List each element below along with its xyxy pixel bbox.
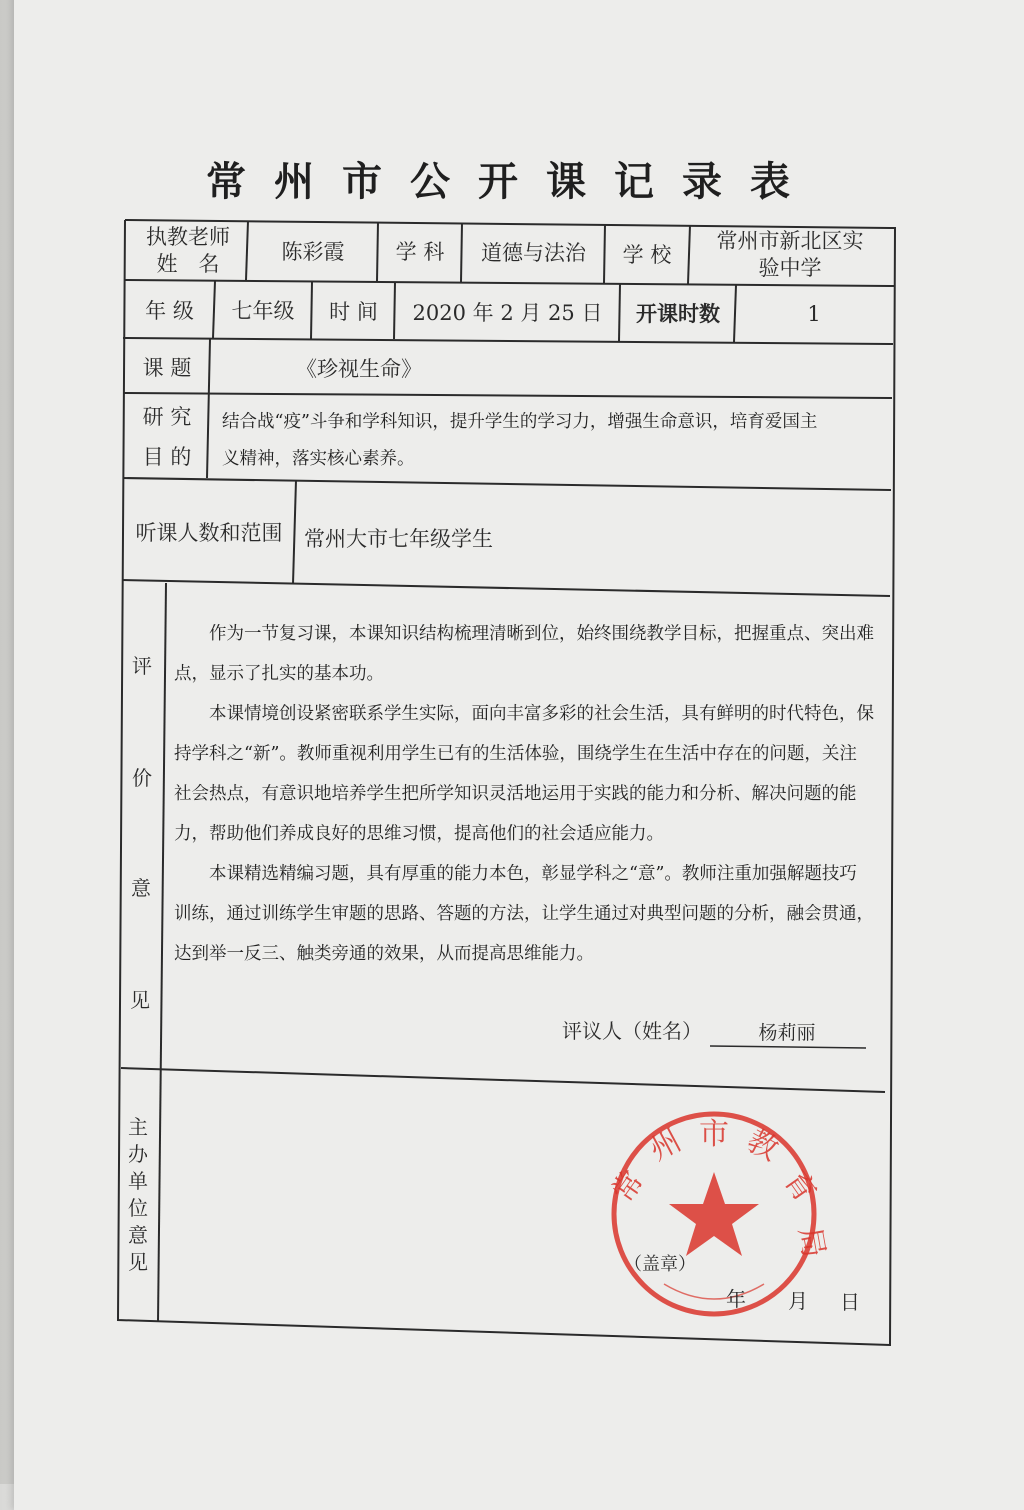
lessons-value: 1 (807, 301, 821, 326)
reviewer-label: 评议人（姓名） (562, 1018, 702, 1043)
date-value: 2020 年 2 月 25 日 (412, 300, 603, 325)
school-label: 学 校 (622, 243, 672, 267)
purpose-line1: 结合战“疫”斗争和学科知识，提升学生的学习力，增强生命意识，培育爱国主 (222, 412, 818, 432)
lessons-label: 开课时数 (636, 300, 720, 326)
topic-value: 《珍视生命》 (296, 357, 422, 381)
audience-label: 听课人数和范围 (135, 521, 283, 545)
organizer-label-char-2: 办 (128, 1142, 148, 1166)
date-year-label: 年 (726, 1286, 746, 1311)
date-month-label: 月 (788, 1288, 808, 1313)
evaluation-text (174, 614, 874, 974)
subject-value: 道德与法治 (481, 241, 586, 265)
reviewer-name: 杨莉丽 (758, 1021, 816, 1044)
star-icon (669, 1172, 759, 1256)
topic-label: 课 题 (142, 356, 192, 380)
svg-text:常: 常 (605, 1164, 652, 1209)
teacher-label-line1: 执教老师 (146, 225, 230, 249)
purpose-label (124, 396, 210, 478)
grade-label: 年 级 (145, 298, 194, 323)
evaluation-label-char-1: 评 (132, 654, 152, 678)
audience-value: 常州大市七年级学生 (304, 527, 493, 551)
date-day-label: 日 (840, 1289, 860, 1314)
organizer-label-char-4: 位 (128, 1196, 148, 1220)
evaluation-label-char-4: 见 (130, 988, 150, 1012)
purpose-line2: 义精神，落实核心素养。 (222, 449, 415, 469)
svg-text:育: 育 (776, 1164, 823, 1209)
teacher-name-label (128, 222, 248, 280)
school-line2: 验中学 (758, 256, 822, 280)
organizer-label-char-6: 见 (128, 1250, 148, 1274)
teacher-label-line2: 姓 名 (156, 252, 220, 276)
purpose-label-line1: 研 究 (142, 405, 192, 429)
time-label: 时 间 (329, 299, 378, 324)
svg-text:局: 局 (791, 1224, 832, 1261)
evaluation-paragraph-1: 作为一节复习课，本课知识结构梳理清晰到位，始终围绕教学目标，把握重点、突出难点，显示了扎实的基本功。 (174, 624, 874, 684)
svg-text:市: 市 (699, 1117, 729, 1152)
evaluation-paragraph-3: 本课精选精编习题，具有厚重的能力本色，彰显学科之“意”。教师注重加强解题技巧训练，通过训练学生审题的思路、答题的方法，让学生通过对典型问题的分析，融会贯通，达到举一反三、触类旁通的效果，从而提高思维能力。 (174, 864, 874, 964)
school-value (690, 225, 890, 285)
organizer-label (118, 1114, 158, 1276)
seal-label: （盖章） (624, 1254, 696, 1275)
evaluation-label-char-3: 意 (131, 876, 151, 900)
organizer-label-char-1: 主 (128, 1115, 148, 1139)
subject-label: 学 科 (395, 240, 445, 264)
evaluation-paragraph-2: 本课情境创设紧密联系学生实际，面向丰富多彩的社会生活，具有鲜明的时代特色，保持学科之“新”。教师重视利用学生已有的生活体验，围绕学生在生活中存在的问题，关注社会热点，有意识地培养学生把所学知识灵活地运用于实践的能力和分析、解决问题的能力，帮助他们养成良好的思维习惯，提高他们的社会适应能力。 (174, 704, 874, 844)
grade-value: 七年级 (231, 298, 295, 323)
school-line1: 常州市新北区实 (716, 229, 864, 253)
teacher-name-value: 陈彩霞 (281, 240, 345, 264)
svg-text:州: 州 (644, 1123, 687, 1169)
organizer-label-char-3: 单 (128, 1169, 148, 1193)
purpose-label-line2: 目 的 (142, 445, 192, 469)
evaluation-label-char-2: 价 (132, 766, 152, 790)
svg-text:教: 教 (741, 1123, 784, 1169)
page-title: 常州市公开课记录表 (206, 158, 818, 205)
purpose-text (222, 404, 890, 478)
organizer-label-char-5: 意 (128, 1223, 148, 1247)
